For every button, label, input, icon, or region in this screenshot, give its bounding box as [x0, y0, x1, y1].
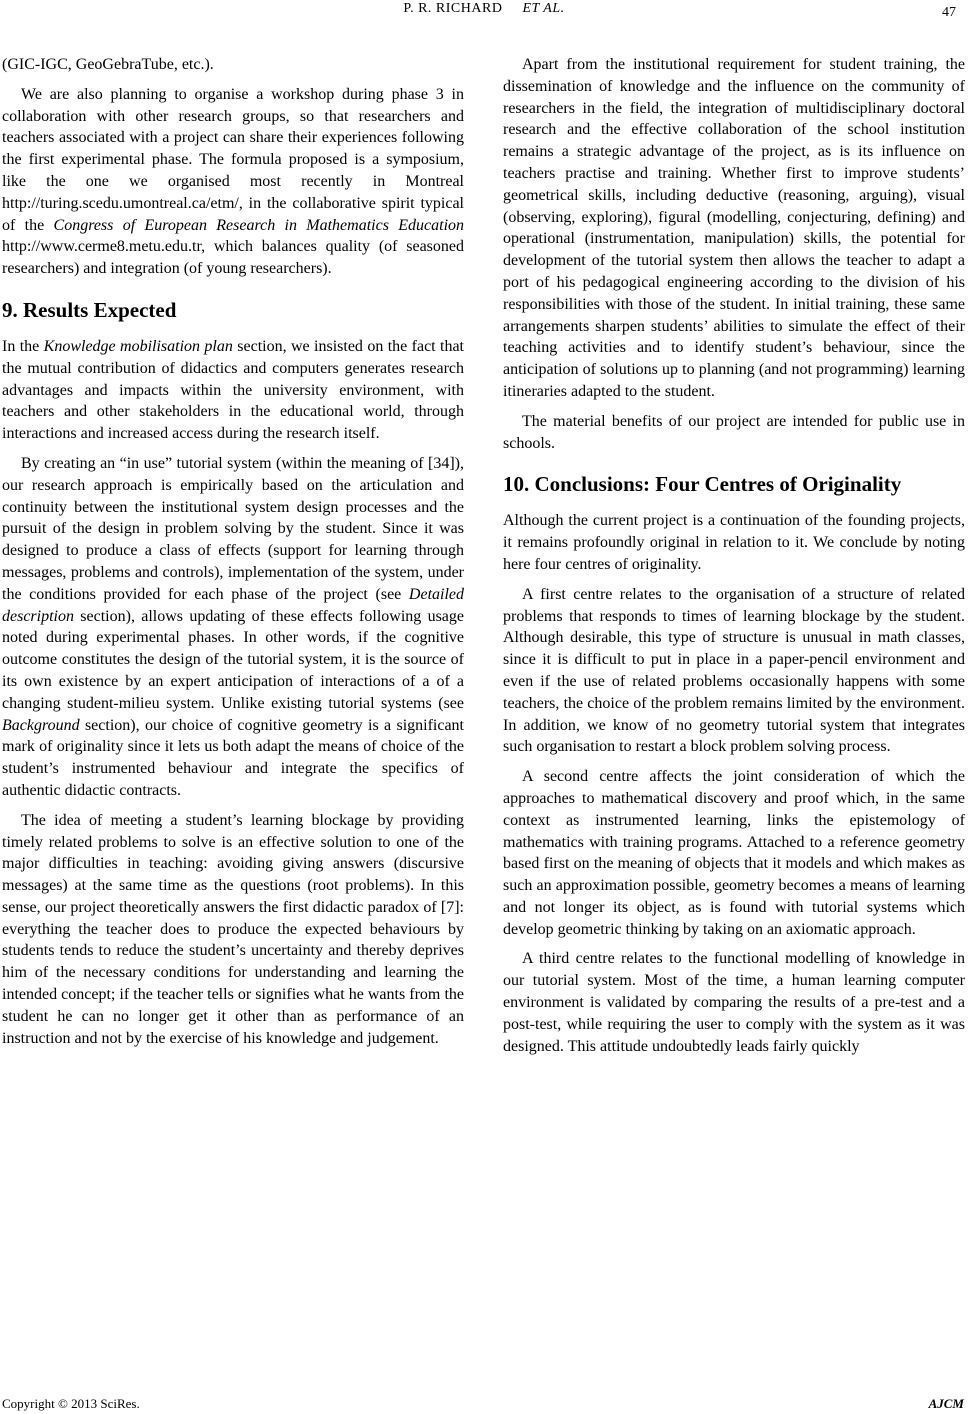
- paragraph-second-centre: A second centre affects the joint consideration of which the approaches to mathematical discovery and proof which, in the same context as instrumented learning, links the epistemology of mathematics with training programs. Attached to a reference geometry based first on the meaning of objects that it models and which makes as such an approximation possible, geometry becomes a means of learning and not longer its object, as is found with tutorial systems which develop geometric thinking by taking on an axiomatic approach.: [503, 768, 965, 938]
- running-head: [0, 1, 968, 17]
- paragraph-first-centre: A first centre relates to the organisation of a structure of related problems that responds to times of learning blockage by the student. Although desirable, this type of structure is unusual in math classes, since it is difficult to put in place in a paper-pencil environment and even if the use of related problems occasionally happens with some teachers, the choice of the problem remains limited by the environment. In addition, we know of no geometry tutorial system that integrates such organisation to restart a block problem solving process.: [503, 585, 965, 756]
- paragraph-text: http://www.cerme8.metu.edu.tr, which balances quality (of seasoned researchers) and integration (of young researchers).: [2, 238, 464, 278]
- cerme-title: Congress of European Research in Mathematics Education: [53, 216, 465, 234]
- paragraph-text: section), allows updating of these effects following usage noted during experimental phases. In other words, if the cognitive outcome constitutes the design of the tutorial system, it is the source of its own existence by an expert anticipation of interactions of a of a changing student-milieu system. Unlike existing tutorial systems (see: [2, 607, 464, 712]
- copyright-notice: Copyright © 2013 SciRes.: [2, 1396, 140, 1411]
- section-heading-conclusions: 10. Conclusions: Four Centres of Originality: [503, 472, 902, 497]
- paragraph-text: By creating an “in use” tutorial system (within the meaning of [34]), our research approach is empirically based on the articulation and continuity between the institutional system design processes and the pursuit of the design in problem solving by the student. Since it was designed to produce a class of effects (support for learning through messages, problems and controls), implementation of the system, under the conditions provided for each phase of the project (see: [2, 454, 464, 603]
- journal-abbreviation: AJCM: [928, 1396, 964, 1411]
- paragraph-text: In the: [2, 337, 44, 355]
- paragraph-knowledge: [2, 336, 464, 445]
- paragraph-institutional: Apart from the institutional requirement for student training, the dissemination of knowledge and the influence on the community of researchers in the field, the integration of multidisciplinary doctoral research and the effective collaboration of the school institution remains a strategic advantage of the project, as is its influence on teachers practise and training. Whether first to improve students’ geometrical skills, including deductive (reasoning, arguing), visual (observing, exploring), figural (modelling, conjecturing, defining) and operational (instrumentation, manipulation) skills, the potential for development of the tutorial system then allows the teacher to adapt a port of his pedagogical engineering according to the division of his responsibilities with those of the student. In initial training, these same arrangements sharpen students’ abilities to simulate the effect of their teaching activities and to identify student’s behaviour, since the anticipation of solutions up to planning (and not programming) learning itineraries adapted to the student.: [503, 56, 965, 400]
- paragraph-third-centre: A third centre relates to the functional modelling of knowledge in our tutorial system. Most of the time, a human learning computer environment is validated by comparing the results of a pre-test and a post-test, while requiring the user to comply with the system as it was designed. This attitude undoubtedly leads fairly quickly: [503, 950, 965, 1055]
- paragraph-workshop: [2, 84, 464, 280]
- paragraph-text: We are also planning to organise a workshop during phase 3 in collaboration with other research groups, so that researchers and teachers associated with a project can share their experiences following the first experimental phase. The formula proposed is a symposium, like the one we organised most recently in Montreal http://turing.scedu.umontreal.ca/etm/, in the collaborative spirit typical of the: [2, 85, 464, 234]
- section-reference: Knowledge mobilisation plan: [43, 337, 233, 355]
- paragraph-benefits: The material benefits of our project are intended for public use in schools.: [503, 412, 965, 452]
- page-number: 47: [942, 5, 956, 20]
- section-reference: Detailed description: [2, 585, 464, 625]
- paragraph-continuation: (GIC-IGC, GeoGebraTube, etc.).: [2, 56, 214, 73]
- paragraph-blockage: The idea of meeting a student’s learning blockage by providing timely related problems to solve is an effective solution to one of the major difficulties in teaching: avoiding giving answers (discursive messages) at the same time as the questions (root problems). In this sense, our project theoretically answers the first didactic paradox of [7]: everything the teacher does to produce the expected behaviours by students tends to reduce the student’s uncertainty and thereby deprives him of the necessary conditions for understanding and learning the intended concept; if the teacher tells or signifies what he wants from the student he can no longer get it other than as performance of an instruction and not by the exercise of his knowledge and judgement.: [2, 811, 464, 1047]
- paragraph-text: section, we insisted on the fact that the mutual contribution of didactics and computers generates research advantages and impacts within the university environment, with teachers and other stakeholders in the educational world, through interactions and increased access during the research itself.: [2, 337, 464, 443]
- section-reference: Background: [2, 716, 80, 734]
- paragraph-text: section), our choice of cognitive geometry is a significant mark of originality since it lets us both adapt the means of choice of the student’s instrumented behaviour and integrate the specifics of authentic didactic contracts.: [2, 716, 464, 799]
- paragraph-tutorial: [2, 453, 464, 802]
- section-heading-results: 9. Results Expected: [2, 297, 177, 322]
- running-head-etal: ET AL.: [522, 1, 565, 16]
- page-header: [0, 0, 968, 30]
- paragraph-conclusion-intro: Although the current project is a continuation of the founding projects, it remains profoundly original in relation to it. We conclude by noting here four centres of originality.: [503, 512, 965, 573]
- left-column: [2, 54, 464, 1057]
- right-column: [503, 54, 965, 1065]
- running-head-authors: P. R. RICHARD: [403, 1, 503, 16]
